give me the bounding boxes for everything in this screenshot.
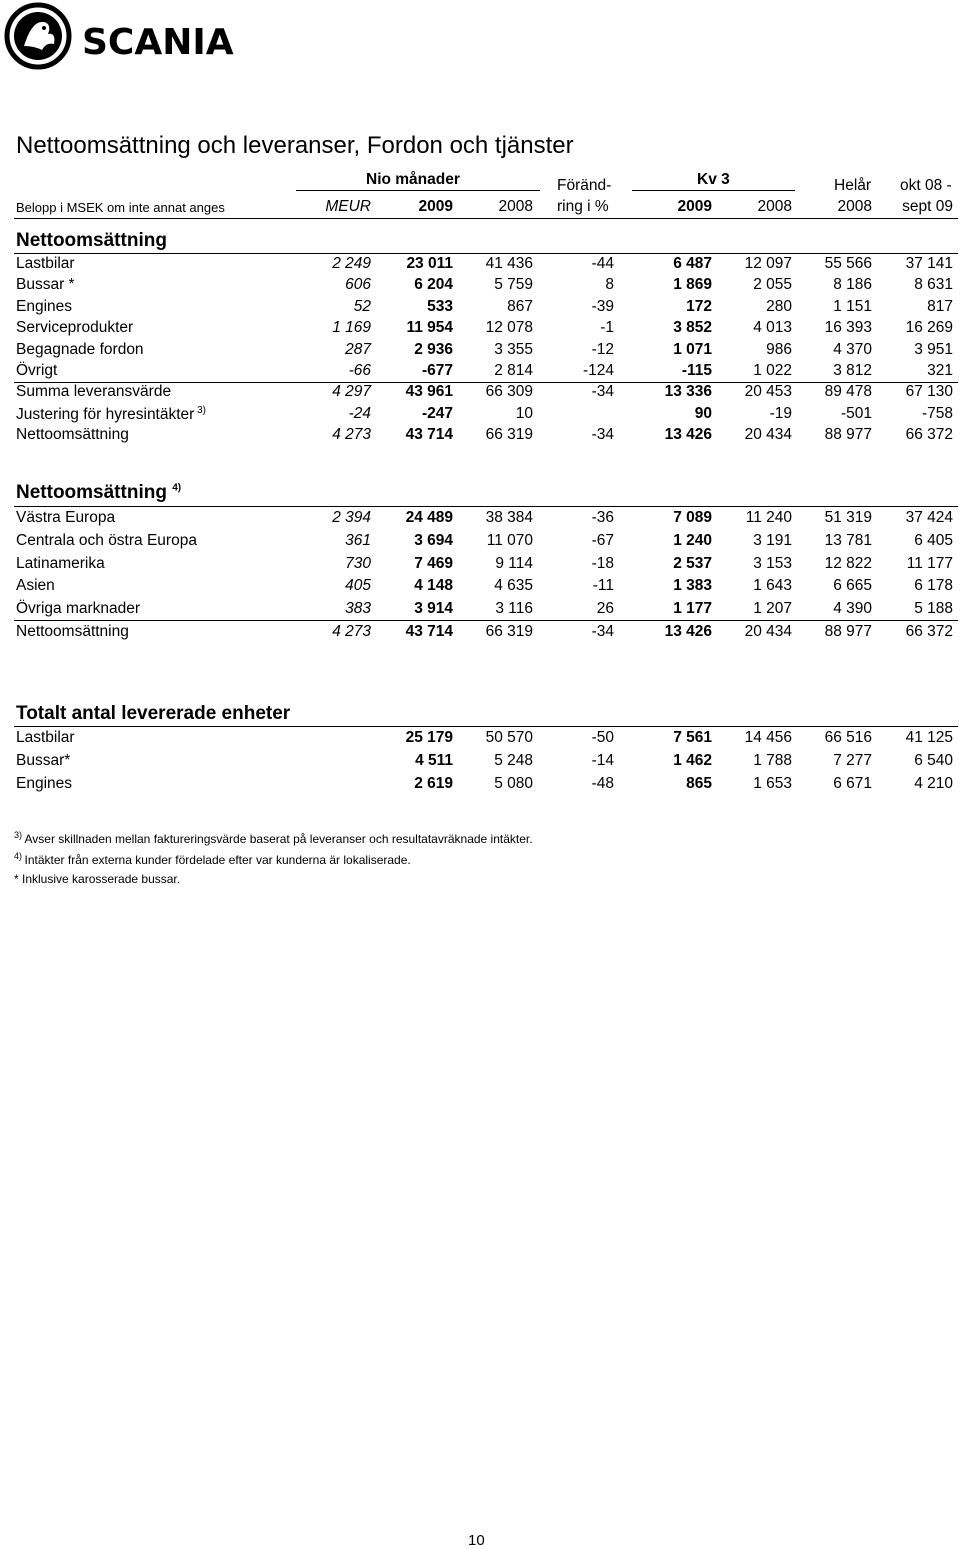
cell-value: -48	[591, 775, 614, 792]
cell-value: 38 384	[485, 509, 533, 526]
cell-value: 50 570	[485, 729, 533, 746]
footnote-text: Avser skillnaden mellan faktureringsvärde baserat på leveranser och resultatavräknade intäkter.	[24, 832, 533, 846]
cell-value: -14	[591, 752, 614, 769]
cell-value: 3 951	[914, 340, 953, 358]
row-label: Engines	[16, 775, 73, 792]
table-row	[16, 405, 956, 427]
cell-value: -115	[681, 362, 712, 379]
cell-value: 2 936	[414, 340, 453, 358]
cell-value: 13 781	[824, 531, 872, 549]
cell-value: -44	[591, 255, 614, 272]
page-title: Nettoomsättning och leveranser, Fordon och tjänster	[16, 132, 574, 159]
cell-value: 4 273	[332, 623, 371, 640]
table-row	[16, 509, 956, 531]
cell-value: 11 954	[406, 319, 453, 337]
table-row	[16, 276, 956, 298]
cell-value: 1 643	[753, 577, 792, 595]
cell-value: 9 114	[495, 554, 533, 572]
cell-value: 7 561	[673, 729, 712, 746]
cell-value: -18	[591, 554, 614, 572]
cell-value: 1 207	[753, 600, 792, 618]
cell-value: 16 269	[905, 319, 953, 337]
cell-value: 13 336	[664, 383, 712, 401]
cell-value: -50	[591, 729, 614, 746]
cell-value: 1 177	[673, 600, 712, 618]
section2-title-sup: 4)	[172, 482, 182, 494]
cell-value: 6 540	[914, 752, 953, 769]
cell-value: 4 635	[494, 577, 533, 595]
cell-value: 405	[345, 577, 371, 595]
cell-value: 90	[694, 404, 712, 422]
header-change-bottom: ring i %	[557, 198, 609, 215]
cell-value: 66 309	[485, 383, 533, 401]
cell-value: 66 516	[824, 729, 872, 746]
cell-value: 383	[345, 600, 371, 618]
cell-value: 11 240	[745, 509, 792, 526]
table-row	[16, 775, 956, 797]
header-row	[16, 198, 956, 220]
cell-value: 52	[353, 297, 371, 315]
cell-value: -124	[582, 362, 614, 379]
header-rolling-top: okt 08 -	[900, 177, 952, 194]
footnote	[14, 830, 533, 846]
header-rule	[14, 218, 958, 219]
section2-title-text: Nettoomsättning	[16, 482, 167, 503]
section1-rule	[14, 253, 958, 254]
cell-value: 66 319	[485, 426, 533, 444]
cell-value: -247	[421, 404, 453, 422]
row-label: Övrigt	[16, 362, 58, 379]
cell-value: 730	[345, 554, 371, 572]
cell-value: 4 210	[914, 775, 953, 792]
header-2008: 2008	[498, 198, 533, 215]
cell-value: 3 191	[753, 531, 792, 549]
header-nine-months: Nio månader	[366, 171, 460, 188]
row-label: Nettoomsättning	[16, 623, 129, 640]
section2-subtotal-rule	[14, 620, 958, 621]
row-label: Lastbilar	[16, 255, 75, 272]
cell-value: 66 372	[905, 426, 953, 444]
cell-value: 4 511	[415, 752, 453, 769]
cell-value: 5 188	[914, 600, 953, 618]
row-label: Övriga marknader	[16, 600, 141, 618]
table-row	[16, 362, 956, 384]
cell-value: -677	[421, 362, 453, 379]
header-nine-months-rule	[296, 190, 540, 191]
cell-value: 7 277	[833, 752, 872, 769]
cell-value: -36	[591, 509, 614, 526]
row-label: Västra Europa	[16, 509, 116, 526]
cell-value: -39	[591, 297, 614, 315]
scania-logo	[2, 2, 302, 70]
table-row	[16, 577, 956, 599]
table-row	[16, 426, 956, 448]
header-q3: Kv 3	[697, 171, 730, 188]
cell-value: 1 169	[332, 319, 371, 337]
cell-value: 533	[427, 297, 453, 315]
cell-value: -11	[592, 577, 614, 595]
row-label: Nettoomsättning	[16, 426, 129, 444]
footnote	[14, 872, 180, 886]
cell-value: -34	[591, 426, 614, 444]
cell-value: 20 434	[744, 426, 792, 444]
header-meur: MEUR	[325, 198, 371, 215]
footnote-marker: 4)	[14, 851, 25, 861]
cell-value: 6 178	[914, 577, 953, 595]
cell-value: 43 961	[405, 383, 453, 401]
row-label: Lastbilar	[16, 729, 75, 746]
table-row	[16, 555, 956, 577]
cell-value: 55 566	[824, 255, 872, 272]
section-title-delivered-units: Totalt antal levererade enheter	[16, 703, 291, 724]
cell-value: -758	[921, 404, 953, 422]
cell-value: 8	[605, 276, 614, 294]
cell-value: 3 694	[414, 531, 453, 549]
row-label: Asien	[16, 577, 55, 595]
cell-value: 4 297	[332, 383, 371, 401]
table-row	[16, 623, 956, 645]
cell-value: 37 141	[905, 255, 953, 272]
cell-value: 4 370	[833, 340, 872, 358]
cell-value: 2 249	[332, 255, 371, 272]
section3-rule	[14, 726, 958, 727]
cell-value: 41 125	[905, 729, 953, 746]
cell-value: 43 714	[405, 426, 453, 444]
row-label: Engines	[16, 297, 73, 315]
cell-value: 3 355	[494, 340, 533, 358]
cell-value: 867	[507, 297, 533, 315]
footnote-marker: 3)	[14, 830, 25, 840]
cell-value: 6 487	[673, 255, 712, 272]
cell-value: 361	[345, 531, 371, 549]
header-change-top: Föränd-	[557, 177, 612, 194]
cell-value: 1 869	[673, 276, 712, 294]
cell-value: 4 390	[833, 600, 872, 618]
brand-wordmark: SCANIA	[82, 22, 234, 63]
cell-value: 10	[515, 404, 533, 422]
cell-value: 2 814	[494, 362, 533, 379]
cell-value: -67	[591, 531, 614, 549]
cell-value: 280	[766, 297, 792, 315]
cell-value: 16 393	[824, 319, 872, 337]
cell-value: 606	[345, 276, 371, 294]
cell-value: 2 055	[753, 276, 792, 294]
row-label: Bussar*	[16, 752, 71, 769]
cell-value: 172	[686, 297, 712, 315]
cell-value: 3 153	[753, 554, 792, 572]
cell-value: 6 671	[833, 775, 872, 792]
page-number: 10	[468, 1532, 485, 1549]
cell-value: 12 078	[485, 319, 533, 337]
table-row	[16, 298, 956, 320]
cell-value: 1 240	[673, 531, 712, 549]
header-q3-2008: 2008	[757, 198, 792, 215]
cell-value: 20 434	[744, 623, 792, 640]
header-note: Belopp i MSEK om inte annat anges	[16, 200, 225, 215]
cell-value: 25 179	[405, 729, 453, 746]
table-row	[16, 752, 956, 774]
cell-value: 51 319	[824, 509, 872, 526]
header-fy-top: Helår	[834, 177, 872, 194]
cell-value: 8 631	[914, 276, 953, 294]
row-label: Bussar *	[16, 276, 75, 294]
cell-value: 13 426	[664, 623, 712, 640]
cell-value: 2 619	[414, 775, 453, 792]
table-row	[16, 319, 956, 341]
cell-value: -12	[591, 340, 614, 358]
cell-value: 67 130	[905, 383, 953, 401]
cell-value: 11 070	[486, 531, 533, 549]
cell-value: 23 011	[406, 255, 453, 272]
header-q3-2009: 2009	[677, 198, 712, 215]
header-2009: 2009	[418, 198, 453, 215]
row-label: Begagnade fordon	[16, 340, 144, 358]
cell-value: 1 151	[833, 297, 872, 315]
cell-value: 14 456	[744, 729, 792, 746]
cell-value: 1 071	[673, 340, 712, 358]
cell-value: 6 405	[914, 531, 953, 549]
cell-value: 5 248	[494, 752, 533, 769]
cell-value: 986	[766, 340, 792, 358]
cell-value: 3 852	[673, 319, 712, 337]
cell-value: -19	[769, 404, 792, 422]
cell-value: 817	[927, 297, 953, 315]
cell-value: 5 080	[494, 775, 533, 792]
header-fy-2008: 2008	[837, 198, 872, 215]
cell-value: 3 116	[495, 600, 533, 618]
row-label: Summa leveransvärde	[16, 383, 172, 401]
table-row	[16, 600, 956, 622]
cell-value: 1 383	[673, 577, 712, 595]
cell-value: 1 022	[753, 362, 792, 379]
cell-value: 6 204	[414, 276, 453, 294]
table-row	[16, 383, 956, 405]
cell-value: 88 977	[824, 426, 872, 444]
cell-value: 66 372	[905, 623, 953, 640]
cell-value: 1 653	[753, 775, 792, 792]
cell-value: 1 788	[753, 752, 792, 769]
cell-value: 12 822	[824, 554, 872, 572]
cell-value: 4 013	[753, 319, 792, 337]
cell-value: 12 097	[744, 255, 792, 272]
section-title-net-sales: Nettoomsättning	[16, 230, 167, 251]
footnote-marker: 3)	[194, 404, 206, 416]
section2-rule	[14, 506, 958, 507]
cell-value: 26	[596, 600, 614, 618]
scania-griffin-emblem-icon	[2, 2, 302, 70]
row-label: Justering för hyresintäkter $^{3)}$	[16, 404, 206, 423]
footnote	[14, 851, 411, 867]
cell-value: 2 394	[332, 509, 371, 526]
cell-value: -66	[348, 362, 371, 379]
cell-value: 41 436	[485, 255, 533, 272]
cell-value: 11 177	[906, 554, 953, 572]
cell-value: 3 812	[833, 362, 872, 379]
cell-value: -24	[348, 404, 371, 422]
cell-value: 3 914	[414, 600, 453, 618]
cell-value: 37 424	[905, 509, 953, 526]
footnote-text: Intäkter från externa kunder fördelade efter var kunderna är lokaliserade.	[24, 853, 411, 867]
table-row	[16, 341, 956, 363]
cell-value: -34	[591, 623, 614, 640]
cell-value: 13 426	[664, 426, 712, 444]
section-title-net-sales-regions	[16, 482, 181, 504]
table-row	[16, 532, 956, 554]
cell-value: 24 489	[405, 509, 453, 526]
cell-value: -1	[600, 319, 614, 337]
cell-value: 4 273	[332, 426, 371, 444]
row-label: Latinamerika	[16, 554, 105, 572]
row-label: Centrala och östra Europa	[16, 531, 197, 549]
cell-value: 89 478	[824, 383, 872, 401]
cell-value: 7 469	[414, 554, 453, 572]
cell-value: 287	[345, 340, 371, 358]
cell-value: 4 148	[414, 577, 453, 595]
cell-value: 66 319	[485, 623, 533, 640]
cell-value: -34	[591, 383, 614, 401]
table-row	[16, 255, 956, 277]
cell-value: 20 453	[744, 383, 792, 401]
row-label: Serviceprodukter	[16, 319, 134, 337]
cell-value: -501	[840, 404, 872, 422]
cell-value: 2 537	[673, 554, 712, 572]
cell-value: 321	[927, 362, 953, 379]
cell-value: 5 759	[494, 276, 533, 294]
cell-value: 88 977	[824, 623, 872, 640]
header-q3-rule	[632, 190, 795, 191]
cell-value: 1 462	[673, 752, 712, 769]
cell-value: 43 714	[405, 623, 453, 640]
header-rolling-bottom: sept 09	[902, 198, 953, 215]
cell-value: 6 665	[833, 577, 872, 595]
table-row	[16, 729, 956, 751]
cell-value: 7 089	[673, 509, 712, 526]
cell-value: 8 186	[833, 276, 872, 294]
footnote-text: * Inklusive karosserade bussar.	[14, 872, 181, 886]
cell-value: 865	[686, 775, 712, 792]
